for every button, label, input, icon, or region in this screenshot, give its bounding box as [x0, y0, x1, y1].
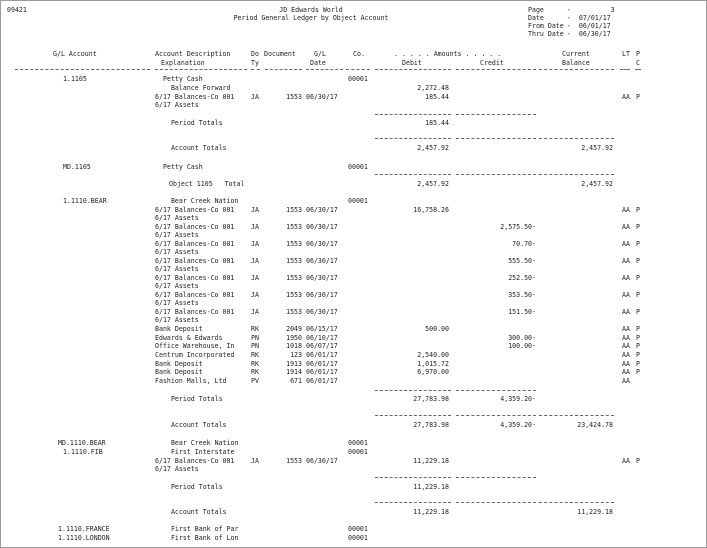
col-credit: Credit: [480, 59, 504, 67]
document-number: 1913: [286, 360, 302, 368]
explanation: 6/17 Balances-Co 001: [155, 291, 235, 299]
explanation: 6/17 Assets: [155, 265, 199, 273]
credit-amount: 4,359.20-: [500, 395, 536, 403]
ledger-type: AA: [622, 257, 630, 265]
explanation: Bank Deposit: [155, 368, 203, 376]
doc-type: JA: [251, 93, 259, 101]
doc-type: JA: [251, 308, 259, 316]
col-gl: G/L: [314, 50, 326, 58]
doc-type: JA: [251, 206, 259, 214]
ledger-type: AA: [622, 360, 630, 368]
doc-type: PN: [251, 342, 259, 350]
document-number: 1553: [286, 274, 302, 282]
explanation: 6/17 Assets: [155, 465, 199, 473]
ledger-type: AA: [622, 308, 630, 316]
document-number: 1553: [286, 240, 302, 248]
document-number: 1018: [286, 342, 302, 350]
gl-date: 06/01/17: [306, 360, 338, 368]
posted-code: P: [636, 342, 640, 350]
explanation: 6/17 Balances-Co 001: [155, 308, 235, 316]
gl-date: 06/30/17: [306, 308, 338, 316]
gl-date: 06/15/17: [306, 325, 338, 333]
company: 00001: [348, 448, 368, 456]
period-totals-label: Period Totals: [163, 483, 223, 491]
col-gl-account: G/L Account: [53, 50, 97, 58]
posted-code: P: [636, 206, 640, 214]
debit-amount: 11,229.18: [413, 483, 449, 491]
report-title: Period General Ledger by Object Account: [233, 14, 389, 22]
posted-code: P: [636, 223, 640, 231]
company: 00001: [348, 534, 368, 542]
company: 00001: [348, 439, 368, 447]
doc-type: PN: [251, 334, 259, 342]
rule: [375, 502, 451, 503]
explanation: 6/17 Assets: [155, 231, 199, 239]
col-date: Date: [310, 59, 326, 67]
debit-amount: 2,272.48: [417, 84, 449, 92]
thru-date-label: Thru Date: [528, 30, 564, 38]
document-number: 2049: [286, 325, 302, 333]
system-name: JD Edwards World: [279, 6, 343, 14]
col-c: C: [636, 59, 640, 67]
doc-type: JA: [251, 457, 259, 465]
rule: [539, 502, 614, 503]
debit-amount: 2,457.92: [417, 180, 449, 188]
col-do: Do: [251, 50, 259, 58]
credit-amount: 252.50-: [508, 274, 536, 282]
col-current: Current: [562, 50, 590, 58]
period-totals-label: Period Totals: [163, 119, 223, 127]
account-description: Petty Cash: [163, 163, 203, 171]
debit-amount: 185.44: [425, 119, 449, 127]
header-rule-co: [346, 69, 370, 70]
credit-amount: 4,359.20-: [500, 421, 536, 429]
ledger-type: AA: [622, 351, 630, 359]
credit-amount: 555.50-: [508, 257, 536, 265]
col-p: P: [636, 50, 640, 58]
credit-amount: 151.50-: [508, 308, 536, 316]
posted-code: P: [636, 274, 640, 282]
col-amounts: . . . . . Amounts . . . . .: [394, 50, 502, 58]
company: 00001: [348, 163, 368, 171]
header-rule-doc: [265, 69, 302, 70]
credit-amount: 2,575.50-: [500, 223, 536, 231]
gl-date: 06/10/17: [306, 334, 338, 342]
header-rule-lt: [620, 69, 630, 70]
doc-type: JA: [251, 240, 259, 248]
col-explanation: Explanation: [161, 59, 205, 67]
rule: [375, 477, 451, 478]
posted-code: P: [636, 457, 640, 465]
page-value: - 3: [567, 6, 615, 14]
posted-code: P: [636, 291, 640, 299]
gl-date: 06/30/17: [306, 291, 338, 299]
col-ty: Ty: [251, 59, 259, 67]
ledger-type: AA: [622, 206, 630, 214]
header-rule-date: [306, 69, 343, 70]
gl-date: 06/30/17: [306, 257, 338, 265]
explanation: Office Warehouse, In: [155, 342, 235, 350]
ledger-type: AA: [622, 291, 630, 299]
document-number: 1553: [286, 93, 302, 101]
thru-date-value: - 06/30/17: [567, 30, 611, 38]
debit-amount: 27,783.98: [413, 421, 449, 429]
gl-date: 06/30/17: [306, 240, 338, 248]
header-rule-do: [251, 69, 260, 70]
debit-amount: 2,457.92: [417, 144, 449, 152]
gl-date: 06/01/17: [306, 351, 338, 359]
rule: [456, 390, 536, 391]
document-number: 1914: [286, 368, 302, 376]
account-description: Bear Creek Nation: [163, 197, 239, 205]
explanation: 6/17 Balances-Co 001: [155, 240, 235, 248]
posted-code: P: [636, 257, 640, 265]
gl-account: MD.1105: [63, 163, 91, 171]
doc-type: RK: [251, 325, 259, 333]
rule: [375, 114, 451, 115]
ledger-type: AA: [622, 325, 630, 333]
account-description: First Bank of Par: [163, 525, 239, 533]
ledger-type: AA: [622, 457, 630, 465]
col-debit: Debit: [402, 59, 422, 67]
rule: [456, 138, 536, 139]
current-balance: 2,457.92: [581, 144, 613, 152]
account-description: First Bank of Lon: [163, 534, 239, 542]
credit-amount: 100.00-: [508, 342, 536, 350]
doc-type: JA: [251, 291, 259, 299]
posted-code: P: [636, 325, 640, 333]
doc-type: RK: [251, 351, 259, 359]
gl-account: 1.1110.BEAR: [63, 197, 107, 205]
object-total-label: Object 1105 Total: [169, 180, 245, 188]
rule: [375, 174, 451, 175]
gl-date: 06/30/17: [306, 223, 338, 231]
account-description: Petty Cash: [163, 75, 203, 83]
col-lt: LT: [622, 50, 630, 58]
gl-date: 06/30/17: [306, 457, 338, 465]
gl-date: 06/30/17: [306, 274, 338, 282]
current-balance: 23,424.78: [577, 421, 613, 429]
debit-amount: 500.00: [425, 325, 449, 333]
explanation: 6/17 Balances-Co 001: [155, 93, 235, 101]
header-rule-credit: [456, 69, 536, 70]
explanation: 6/17 Balances-Co 001: [155, 223, 235, 231]
credit-amount: 70.70-: [512, 240, 536, 248]
from-date-label: From Date: [528, 22, 564, 30]
debit-amount: 27,783.98: [413, 395, 449, 403]
doc-type: JA: [251, 274, 259, 282]
debit-amount: 6,970.00: [417, 368, 449, 376]
header-rule-pc: [635, 69, 641, 70]
ledger-type: AA: [622, 274, 630, 282]
document-number: 1553: [286, 457, 302, 465]
doc-type: PV: [251, 377, 259, 385]
explanation: Edwards & Edwards: [155, 334, 223, 342]
report-id: 09421: [7, 6, 27, 14]
debit-amount: 1,015.72: [417, 360, 449, 368]
document-number: 1553: [286, 308, 302, 316]
gl-account: 1.1110.FRANCE: [58, 525, 110, 533]
ledger-type: AA: [622, 368, 630, 376]
document-number: 1950: [286, 334, 302, 342]
document-number: 1553: [286, 206, 302, 214]
ledger-type: AA: [622, 240, 630, 248]
debit-amount: 2,540.00: [417, 351, 449, 359]
date-label: Date: [528, 14, 544, 22]
company: 00001: [348, 525, 368, 533]
account-totals-label: Account Totals: [163, 421, 227, 429]
explanation: 6/17 Assets: [155, 248, 199, 256]
rule: [375, 138, 451, 139]
explanation: 6/17 Assets: [155, 214, 199, 222]
explanation: Balance Forward: [163, 84, 231, 92]
account-description: Bear Creek Nation: [163, 439, 239, 447]
explanation: Bank Deposit: [155, 325, 203, 333]
document-number: 1553: [286, 223, 302, 231]
credit-amount: 300.00-: [508, 334, 536, 342]
rule: [375, 415, 451, 416]
posted-code: P: [636, 308, 640, 316]
from-date-value: - 06/01/17: [567, 22, 611, 30]
doc-type: RK: [251, 368, 259, 376]
doc-type: RK: [251, 360, 259, 368]
col-co: Co.: [353, 50, 365, 58]
posted-code: P: [636, 93, 640, 101]
gl-account: 1.1110.FIB: [63, 448, 103, 456]
doc-type: JA: [251, 257, 259, 265]
explanation: 6/17 Assets: [155, 282, 199, 290]
rule: [539, 174, 614, 175]
posted-code: P: [636, 351, 640, 359]
header-rule-account: [15, 69, 150, 70]
rule: [539, 138, 614, 139]
explanation: 6/17 Assets: [155, 316, 199, 324]
company: 00001: [348, 75, 368, 83]
explanation: 6/17 Assets: [155, 299, 199, 307]
date-value: - 07/01/17: [567, 14, 611, 22]
document-number: 671: [290, 377, 302, 385]
rule: [456, 415, 536, 416]
col-document: Document: [264, 50, 296, 58]
explanation: 6/17 Balances-Co 001: [155, 257, 235, 265]
gl-date: 06/01/17: [306, 377, 338, 385]
account-totals-label: Account Totals: [163, 144, 227, 152]
gl-date: 06/30/17: [306, 93, 338, 101]
gl-account: 1.1110.LONDON: [58, 534, 110, 542]
rule: [456, 477, 536, 478]
posted-code: P: [636, 240, 640, 248]
doc-type: JA: [251, 223, 259, 231]
rule: [539, 415, 614, 416]
ledger-type: AA: [622, 223, 630, 231]
explanation: 6/17 Assets: [155, 101, 199, 109]
posted-code: P: [636, 368, 640, 376]
header-rule-desc: [155, 69, 247, 70]
rule: [456, 114, 536, 115]
gl-account: 1.1105: [63, 75, 87, 83]
col-balance: Balance: [562, 59, 590, 67]
current-balance: 2,457.92: [581, 180, 613, 188]
gl-date: 06/01/17: [306, 368, 338, 376]
posted-code: P: [636, 360, 640, 368]
gl-date: 06/07/17: [306, 342, 338, 350]
rule: [456, 502, 536, 503]
page-label: Page: [528, 6, 544, 14]
explanation: 6/17 Balances-Co 001: [155, 274, 235, 282]
credit-amount: 353.50-: [508, 291, 536, 299]
explanation: 6/17 Balances-Co 001: [155, 206, 235, 214]
debit-amount: 185.44: [425, 93, 449, 101]
gl-date: 06/30/17: [306, 206, 338, 214]
company: 00001: [348, 197, 368, 205]
debit-amount: 11,229.18: [413, 457, 449, 465]
debit-amount: 11,229.18: [413, 508, 449, 516]
rule: [375, 390, 451, 391]
ledger-type: AA: [622, 342, 630, 350]
gl-account: MD.1110.BEAR: [58, 439, 106, 447]
period-totals-label: Period Totals: [163, 395, 223, 403]
ledger-type: AA: [622, 93, 630, 101]
explanation: Fashion Malls, Ltd: [155, 377, 227, 385]
ledger-type: AA: [622, 334, 630, 342]
account-totals-label: Account Totals: [163, 508, 227, 516]
document-number: 1553: [286, 257, 302, 265]
rule: [456, 174, 536, 175]
explanation: Bank Deposit: [155, 360, 203, 368]
header-rule-debit: [375, 69, 451, 70]
current-balance: 11,229.18: [577, 508, 613, 516]
explanation: Centrum Incorporated: [155, 351, 235, 359]
document-number: 1553: [286, 291, 302, 299]
posted-code: P: [636, 334, 640, 342]
account-description: First Interstate: [163, 448, 235, 456]
explanation: 6/17 Balances-Co 001: [155, 457, 235, 465]
debit-amount: 16,758.26: [413, 206, 449, 214]
col-account-description: Account Description: [155, 50, 231, 58]
document-number: 123: [290, 351, 302, 359]
header-rule-balance: [539, 69, 614, 70]
ledger-type: AA: [622, 377, 630, 385]
